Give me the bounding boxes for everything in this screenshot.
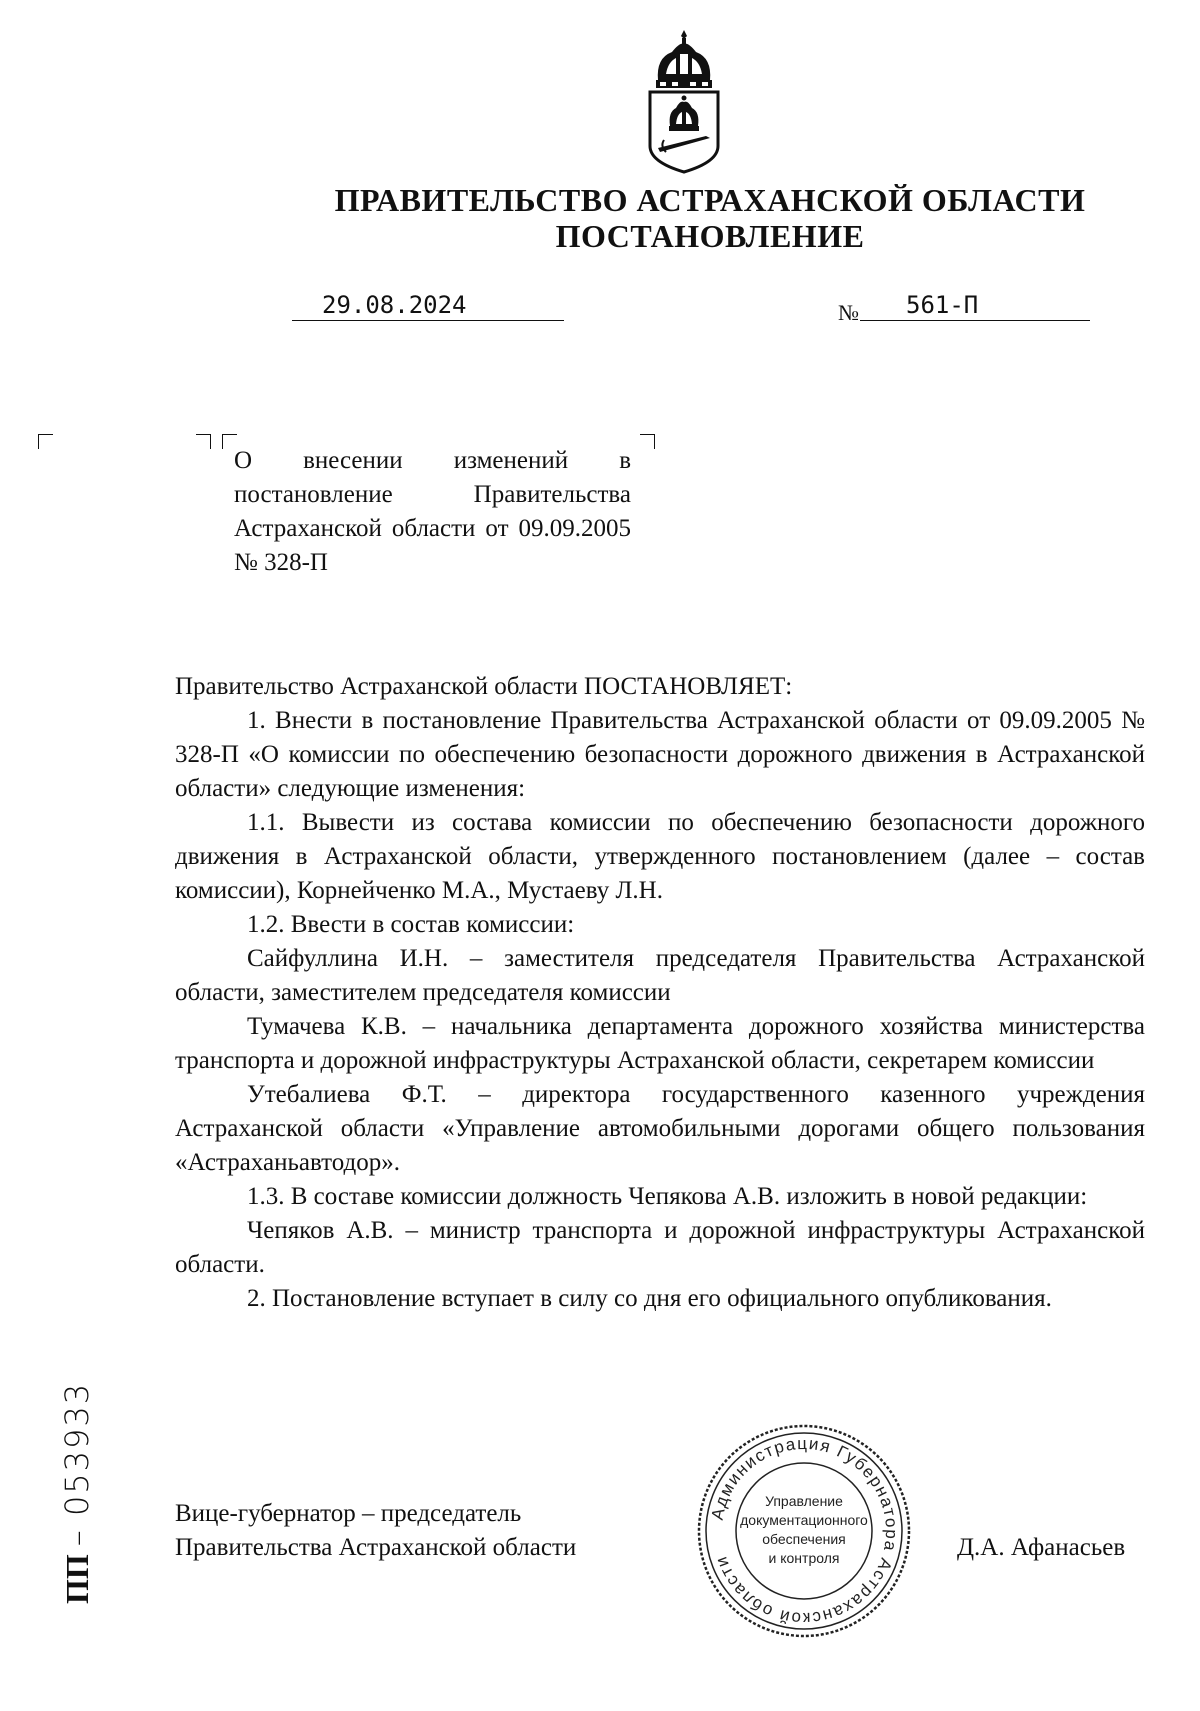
- document-date: 29.08.2024: [322, 291, 467, 319]
- form-serial-number: [58, 1381, 96, 1604]
- document-body: [175, 670, 1145, 1316]
- number-underline: [860, 320, 1090, 321]
- stamp-inner-line: документационного: [740, 1512, 868, 1528]
- document-subject: О внесении изменений в постановление Правительства Астраханской области от 09.09.2005 № 328-П: [234, 447, 631, 576]
- stamp-inner-line: Управление: [765, 1493, 843, 1509]
- number-sign: №: [838, 300, 859, 325]
- stamp-inner-line: обеспечения: [762, 1531, 846, 1547]
- body-paragraph: 1.1. Вывести из состава комиссии по обеспечению безопасности дорожного движения в Астраханской области, утвержденного постановлением (далее – состав комиссии), Корнейченко М.А., Мустаеву Л.Н.: [175, 809, 1145, 904]
- document-number: 561-П: [906, 291, 979, 319]
- body-paragraph: 1. Внести в постановление Правительства Астраханской области от 09.09.2005 № 328-П «О комиссии по обеспечению безопасности дорожного движения в Астраханской области» следующие изменения:: [175, 707, 1145, 802]
- serial-prefix: ПП: [59, 1554, 95, 1604]
- body-paragraph: Тумачева К.В. – начальника департамента дорожного хозяйства министерства транспорта и дорожной инфраструктуры Астраханской области, секретарем комиссии: [175, 1013, 1145, 1074]
- body-paragraph: Чепяков А.В. – министр транспорта и дорожной инфраструктуры Астраханской области.: [175, 1217, 1145, 1278]
- signatory-name: Д.А. Афанасьев: [957, 1534, 1126, 1561]
- document-type-title: ПОСТАНОВЛЕНИЕ: [555, 218, 865, 254]
- signatory-position-line: Вице-губернатор – председатель: [175, 1500, 522, 1527]
- stamp-inner-line: и контроля: [768, 1550, 840, 1566]
- corner-mark: [640, 434, 655, 449]
- corner-mark: [38, 434, 53, 449]
- date-underline: [292, 320, 564, 321]
- stamp-outer-text: Администрация Губернатора Астраханской области: [707, 1433, 902, 1629]
- body-paragraph: Утебалиева Ф.Т. – директора государственного казенного учреждения Астраханской области «Управление автомобильными дорогами общего пользования «Астраханьавтодор».: [175, 1081, 1145, 1176]
- official-stamp: [695, 1422, 913, 1640]
- body-preamble: Правительство Астраханской области ПОСТАНОВЛЯЕТ:: [175, 673, 793, 700]
- coat-of-arms-emblem: [636, 28, 732, 174]
- body-paragraph: 2. Постановление вступает в силу со дня его официального опубликования.: [247, 1285, 1052, 1312]
- body-paragraph: 1.2. Ввести в состав комиссии:: [247, 911, 575, 938]
- signatory-position-line: Правительства Астраханской области: [175, 1534, 577, 1561]
- serial-digits: – 053933: [58, 1381, 96, 1547]
- signatory-position: [175, 1497, 576, 1565]
- organization-title: ПРАВИТЕЛЬСТВО АСТРАХАНСКОЙ ОБЛАСТИ: [334, 182, 1086, 218]
- body-paragraph: 1.3. В составе комиссии должность Чепякова А.В. изложить в новой редакции:: [247, 1183, 1088, 1210]
- corner-mark: [196, 434, 211, 449]
- body-paragraph: Сайфуллина И.Н. – заместителя председателя Правительства Астраханской области, заместителем председателя комиссии: [175, 945, 1145, 1006]
